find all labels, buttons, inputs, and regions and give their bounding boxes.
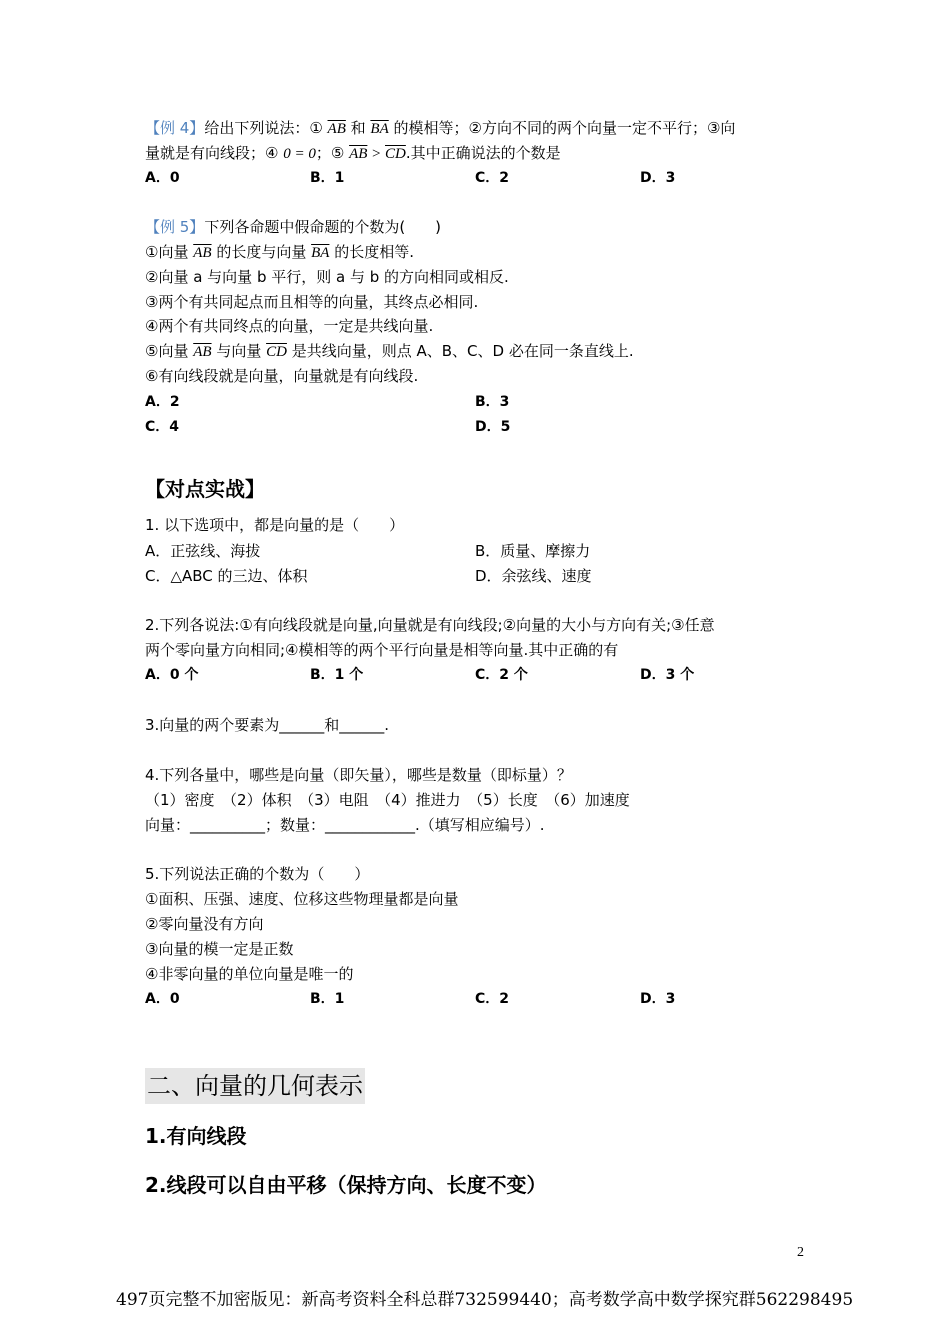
question5-stem: 5.下列说法正确的个数为（ ）: [145, 865, 370, 883]
example5-statement-3: ③两个有共同起点而且相等的向量，其终点必相同.: [145, 293, 479, 311]
question2-line2: 两个零向量方向相同;④模相等的两个平行向量是相等向量.其中正确的有: [145, 641, 619, 659]
option-a: A．2: [145, 394, 180, 410]
option-d: D．3: [640, 991, 676, 1007]
question5-statement-1: ①面积、压强、速度、位移这些物理量都是向量: [145, 890, 459, 908]
practice-heading: 【对点实战】: [145, 477, 265, 501]
option-c: C．2: [475, 991, 510, 1007]
example5-statement-4: ④两个有共同终点的向量，一定是共线向量.: [145, 317, 434, 335]
question1-stem: 1. 以下选项中，都是向量的是（ ）: [145, 516, 405, 534]
option-d: D．5: [475, 419, 511, 435]
example5-statement-6: ⑥有向线段就是向量，向量就是有向线段.: [145, 367, 419, 385]
question3-stem: 3.向量的两个要素为______和______.: [145, 716, 390, 734]
option-b: B．1: [310, 170, 345, 186]
question5-statement-2: ②零向量没有方向: [145, 915, 264, 933]
option-d: D．3: [640, 170, 676, 186]
example5-title: 【例 5】下列各命题中假命题的个数为( ): [145, 218, 442, 236]
option-a: A．0: [145, 991, 180, 1007]
example4-label: 【例 4】: [145, 119, 205, 137]
question1-option-c: C．△ABC 的三边、体积: [145, 567, 308, 585]
question4-line1: 4.下列各量中，哪些是向量（即矢量），哪些是数量（即标量）？: [145, 766, 572, 784]
page-number: 2: [797, 1245, 804, 1260]
question2-line1: 2.下列各说法:①有向线段就是向量,向量就是有向线段;②向量的大小与方向有关;③任意: [145, 616, 715, 634]
option-c: C．4: [145, 419, 180, 435]
option-a: A．0: [145, 170, 180, 186]
option-d: D．3 个: [640, 667, 695, 683]
option-c: C．2 个: [475, 667, 528, 683]
example5-statement-5: ⑤向量 $\overline{AB}$ 与向量 $\overline{CD}$ 是共线向量，则点 A、B、C、D 必在同一条直线上.: [145, 342, 634, 360]
option-b: B．1: [310, 991, 345, 1007]
question1-option-a: A．正弦线、海拔: [145, 542, 261, 560]
example5-statement-1: ①向量 $\overline{AB}$ 的长度与向量 $\overline{BA}$ 的长度相等.: [145, 243, 414, 261]
zero-vector-expression: 0 = 0: [283, 146, 316, 162]
question1-option-b: B．质量、摩擦力: [475, 542, 591, 560]
example5-statement-2: ②向量 a 与向量 b 平行，则 a 与 b 的方向相同或相反.: [145, 268, 509, 286]
section2-item2: 2.线段可以自由平移（保持方向、长度不变）: [145, 1173, 547, 1197]
option-b: B．3: [475, 394, 510, 410]
section2-title: 二、向量的几何表示: [145, 1068, 365, 1104]
question5-statement-4: ④非零向量的单位向量是唯一的: [145, 965, 354, 983]
example4-line2: 量就是有向线段；④ 0 = 0；⑤ $\overline{AB} > \overline{CD}$.其中正确说法的个数是: [145, 144, 561, 162]
question5-statement-3: ③向量的模一定是正数: [145, 940, 294, 958]
option-a: A．0 个: [145, 667, 199, 683]
option-c: C．2: [475, 170, 510, 186]
example4-line1: 【例 4】给出下列说法：① $\overline{AB}$ 和 $\overline{BA}$ 的模相等；②方向不同的两个向量一定不平行；③向: [145, 119, 736, 137]
question1-option-d: D．余弦线、速度: [475, 567, 592, 585]
question4-line3: 向量：__________；数量：____________.（填写相应编号）.: [145, 816, 545, 834]
question4-line2: （1）密度 （2）体积 （3）电阻 （4）推进力 （5）长度 （6）加速度: [145, 791, 630, 809]
section2-item1: 1.有向线段: [145, 1124, 247, 1148]
footer-note: 497页完整不加密版见：新高考资料全科总群732599440；高考数学高中数学探究群562298495: [116, 1290, 854, 1310]
example5-label: 【例 5】: [145, 218, 205, 236]
option-b: B．1 个: [310, 667, 364, 683]
